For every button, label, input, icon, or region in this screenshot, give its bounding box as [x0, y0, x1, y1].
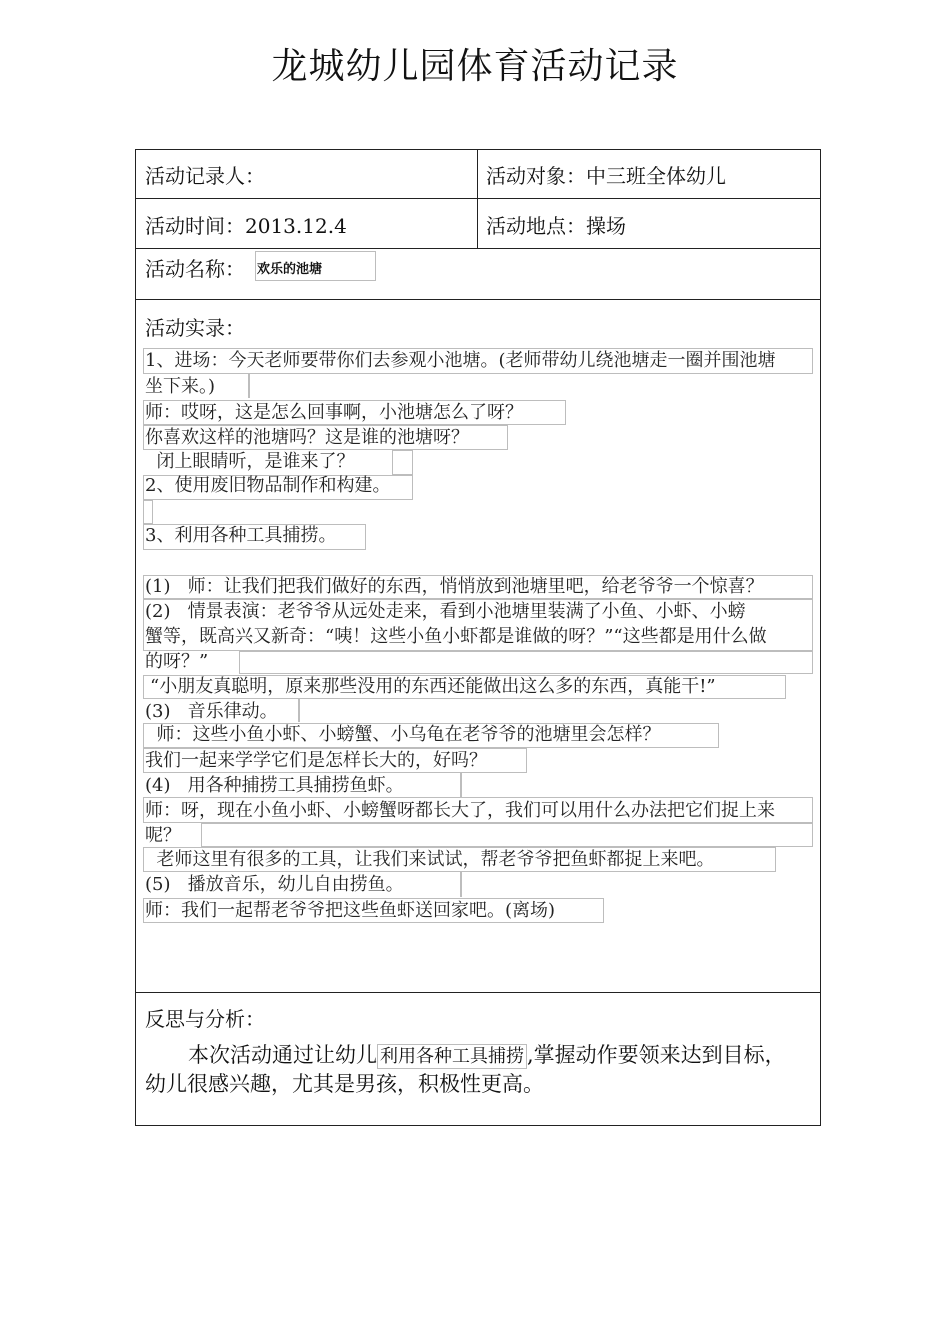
record-line-12: 的呀？”: [145, 651, 209, 672]
reflection-boxed-text: 利用各种工具捕捞: [377, 1044, 527, 1069]
reflection-line-1: [188, 1041, 786, 1071]
place-cell: [486, 210, 626, 239]
target-value: 中三班全体幼儿: [586, 164, 726, 188]
record-box-18: [201, 823, 813, 847]
table-border-bottom: [135, 1125, 821, 1126]
place-value: 操场: [586, 214, 626, 238]
target-label: 活动对象：: [486, 164, 586, 188]
record-line-21: (5) 播放音乐，幼儿自由捞鱼。: [145, 874, 404, 895]
record-box-5: [392, 450, 413, 475]
activity-name-field: 欢乐的池塘: [255, 251, 376, 281]
column-divider: [477, 149, 478, 249]
recorder-label: 活动记录人：: [145, 164, 265, 188]
record-line-20: 老师这里有很多的工具，让我们来试试，帮老爷爷把鱼虾都捉上来吧。: [145, 849, 715, 870]
record-line-2: 坐下来。): [145, 376, 216, 397]
record-line-3: 师：哎呀，这是怎么回事啊，小池塘怎么了呀？: [145, 402, 523, 423]
time-label: 活动时间：: [145, 214, 245, 238]
row-divider-2: [135, 248, 821, 249]
record-line-17: (4) 用各种捕捞工具捕捞鱼虾。: [145, 775, 404, 796]
record-line-18: 师：呀，现在小鱼小虾、小螃蟹呀都长大了，我们可以用什么办法把它们捉上来: [145, 800, 775, 821]
record-box-2: [248, 374, 250, 398]
record-line-14: (3) 音乐律动。: [145, 701, 278, 722]
row-divider-1: [135, 198, 821, 199]
time-value: 2013.12.4: [245, 214, 347, 238]
record-box-13: [298, 699, 300, 722]
place-label: 活动地点：: [486, 214, 586, 238]
record-box-7: [143, 500, 153, 524]
reflection-text-after: ,掌握动作要领来达到目标，: [527, 1043, 786, 1067]
table-border-right: [820, 149, 821, 1126]
row-divider-4: [135, 992, 821, 993]
record-line-1: 1、进场：今天老师要带你们去参观小池塘。(老师带幼儿绕池塘走一圈并围池塘: [145, 350, 776, 371]
record-line-10: (2) 情景表演：老爷爷从远处走来，看到小池塘里装满了小鱼、小虾、小螃: [145, 601, 746, 622]
record-line-15: 师：这些小鱼小虾、小螃蟹、小乌龟在老爷爷的池塘里会怎样？: [145, 724, 661, 745]
reflection-line-2: 幼儿很感兴趣，尤其是男孩，积极性更高。: [145, 1072, 544, 1096]
record-label: 活动实录：: [145, 316, 245, 340]
record-box-20: [460, 872, 462, 897]
record-line-19: 呢？: [145, 825, 181, 846]
reflection-text-before: 本次活动通过让幼儿: [188, 1043, 377, 1067]
record-line-6: 2、使用废旧物品制作和构建。: [145, 475, 391, 496]
page-title: 龙城幼儿园体育活动记录: [271, 46, 679, 87]
record-line-4: 你喜欢这样的池塘吗？这是谁的池塘呀？: [145, 427, 469, 448]
record-line-16: 我们一起来学学它们是怎样长大的，好吗？: [145, 750, 487, 771]
record-box-16: [460, 773, 462, 797]
record-line-13: “小朋友真聪明，原来那些没用的东西还能做出这么多的东西，真能干!”: [150, 676, 716, 697]
reflection-label: 反思与分析：: [145, 1007, 265, 1031]
row-divider-3: [135, 299, 821, 300]
table-border-top: [135, 149, 821, 150]
record-line-5: 闭上眼睛听，是谁来了？: [145, 451, 355, 472]
record-line-8: 3、利用各种工具捕捞。: [145, 525, 337, 546]
target-cell: [486, 160, 726, 189]
recorder-cell: [145, 160, 265, 189]
activity-name-label: 活动名称：: [145, 257, 245, 281]
record-box-11: [239, 651, 813, 674]
record-line-11: 蟹等，既高兴又新奇：“咦！这些小鱼小虾都是谁做的呀？”“这些都是用什么做: [145, 626, 767, 647]
record-line-9: (1) 师：让我们把我们做好的东西，悄悄放到池塘里吧，给老爷爷一个惊喜？: [145, 576, 764, 597]
table-border-left: [135, 149, 136, 1126]
time-cell: [145, 210, 347, 239]
record-line-22: 师：我们一起帮老爷爷把这些鱼虾送回家吧。(离场): [145, 900, 556, 921]
